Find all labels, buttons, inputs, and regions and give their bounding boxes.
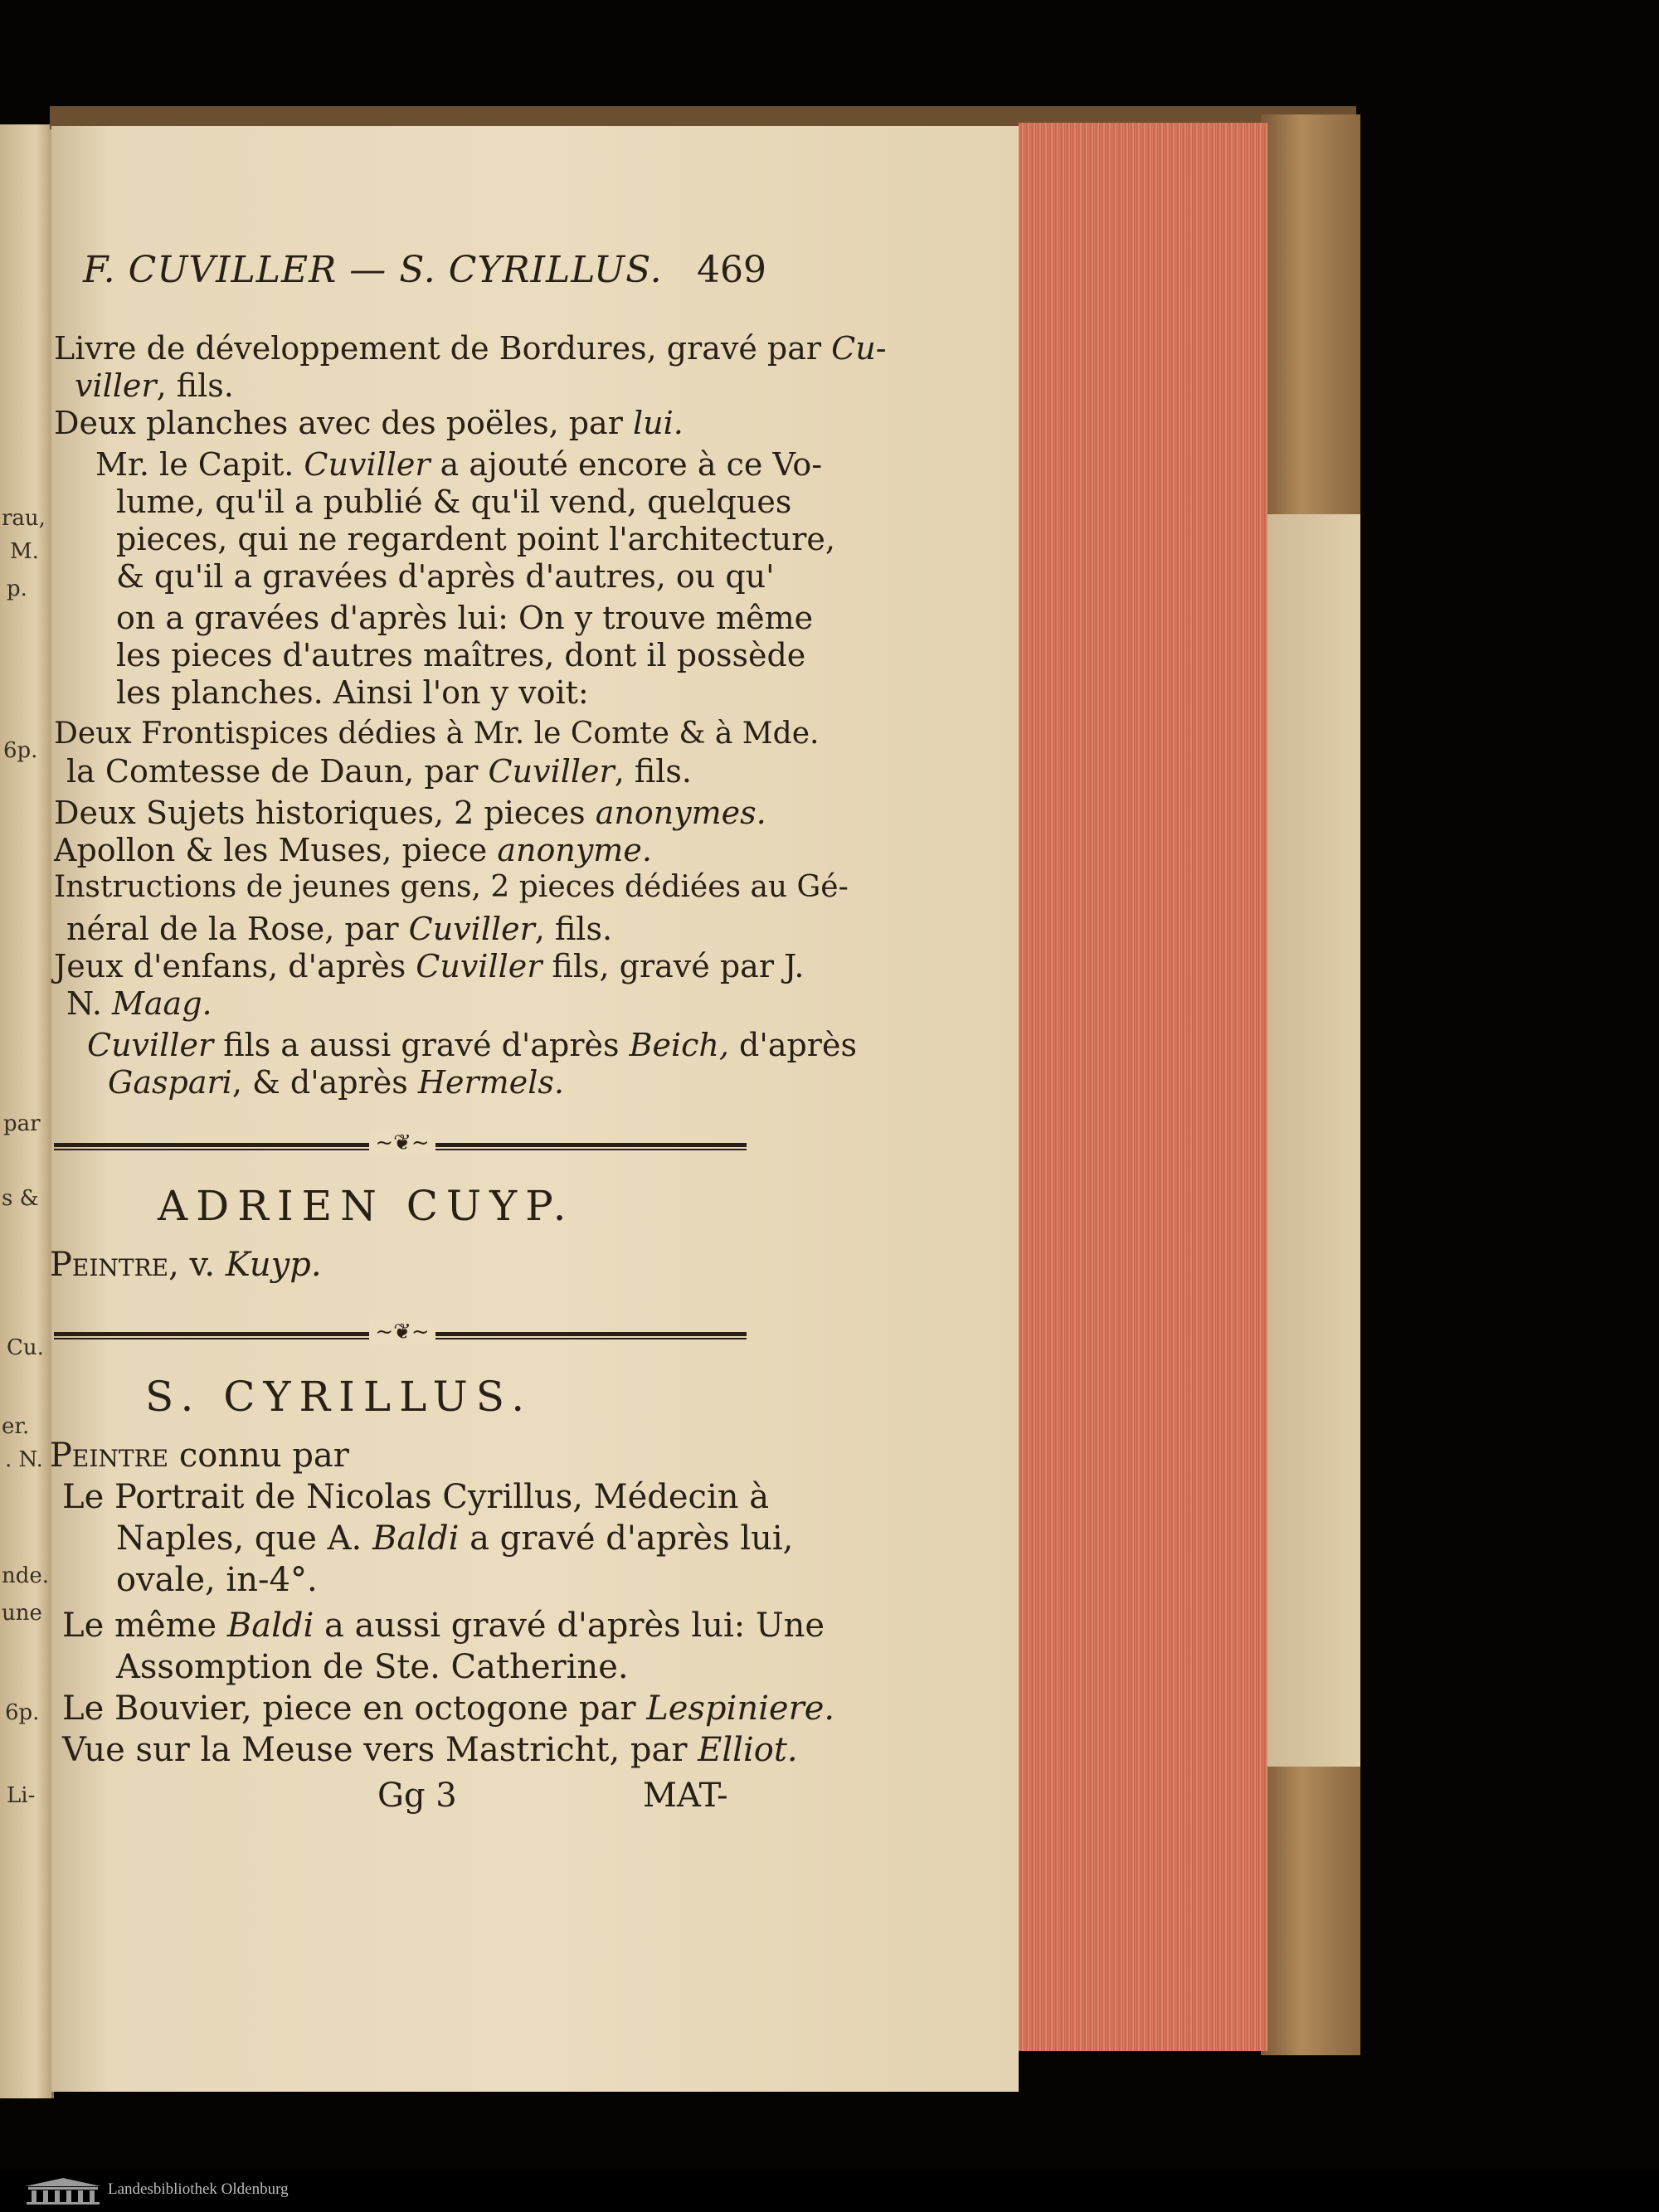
text-line: Le Bouvier, piece en octogone par Lespiniere.	[62, 1689, 835, 1728]
text-line: Le même Baldi a aussi gravé d'après lui: Une	[62, 1607, 825, 1645]
section-heading-cyrillus: S. CYRILLUS.	[145, 1373, 533, 1421]
signature-mark: Gg 3	[377, 1777, 457, 1815]
text-line: Deux planches avec des poëles, par lui.	[54, 405, 684, 441]
left-margin-fragment: nde.	[2, 1563, 50, 1588]
page-number: 469	[697, 249, 766, 291]
text-line: viller, fils.	[75, 367, 234, 404]
cyrillus-intro: Peintre connu par	[50, 1437, 349, 1475]
text-line: Apollon & les Muses, piece anonyme.	[54, 832, 652, 868]
text-line: & qu'il a gravées d'après d'autres, ou qu'	[116, 558, 775, 595]
text-line: Vue sur la Meuse vers Mastricht, par Elliot.	[62, 1731, 798, 1769]
text-line: Naples, que A. Baldi a gravé d'après lui,	[116, 1519, 794, 1558]
text-line: Gaspari, & d'après Hermels.	[108, 1064, 564, 1101]
text-line: Jeux d'enfans, d'après Cuviller fils, gravé par J.	[54, 948, 805, 984]
text-line: les pieces d'autres maîtres, dont il possède	[116, 637, 806, 673]
rule-ornament-icon: ~❦~	[369, 1130, 435, 1156]
left-margin-fragment: 6p.	[5, 1700, 40, 1725]
ornamental-rule	[54, 1130, 747, 1155]
cover-paper-label	[1262, 514, 1360, 1767]
text-line: on a gravées d'après lui: On y trouve même	[116, 600, 814, 636]
ornamental-rule	[54, 1320, 747, 1344]
text-line: Cuviller fils a aussi gravé d'après Beich, d'après	[87, 1027, 857, 1063]
left-margin-fragment: Li-	[7, 1783, 36, 1808]
left-margin-fragment: M.	[10, 539, 39, 564]
left-margin-fragment: 6p.	[3, 738, 38, 763]
catchword: MAT-	[643, 1777, 728, 1815]
text-line: Deux Sujets historiques, 2 pieces anonymes.	[54, 795, 766, 831]
left-margin-fragment: s &	[2, 1186, 39, 1211]
left-margin-fragment: . N.	[5, 1447, 43, 1472]
text-line: la Comtesse de Daun, par Cuviller, fils.	[66, 753, 692, 790]
left-margin-fragment: Cu.	[7, 1335, 44, 1360]
text-line: N. Maag.	[66, 985, 212, 1022]
text-line: Deux Frontispices dédies à Mr. le Comte & à Mde.	[54, 717, 820, 751]
left-margin-fragment: une	[2, 1601, 42, 1626]
text-line: Livre de développement de Bordures, gravé par Cu-	[54, 330, 887, 367]
text-line: Mr. le Capit. Cuviller a ajouté encore à ce Vo-	[95, 446, 823, 483]
text-line: néral de la Rose, par Cuviller, fils.	[66, 911, 613, 947]
left-margin-fragment: rau,	[2, 506, 46, 531]
text-line: pieces, qui ne regardent point l'architecture,	[116, 521, 835, 557]
red-page-fore-edge	[1016, 123, 1267, 2051]
left-facing-page	[0, 124, 54, 2098]
library-building-icon	[23, 2176, 103, 2206]
left-margin-fragment: p.	[7, 576, 27, 601]
section-heading-cuyp: ADRIEN CUYP.	[158, 1182, 575, 1230]
cuyp-entry: Peintre, v. Kuyp.	[50, 1246, 322, 1284]
text-line: Assomption de Ste. Catherine.	[116, 1648, 629, 1686]
footer-library-label: Landesbibliothek Oldenburg	[108, 2180, 289, 2198]
text-line: lume, qu'il a publié & qu'il vend, quelques	[116, 484, 792, 520]
footer-bar	[0, 2171, 1659, 2212]
text-line: ovale, in-4°.	[116, 1561, 318, 1599]
running-head-title: F. CUVILLER — S. CYRILLUS.	[83, 249, 663, 291]
text-line: Instructions de jeunes gens, 2 pieces dédiées au Gé-	[54, 870, 849, 904]
left-margin-fragment: er.	[2, 1414, 30, 1439]
rule-ornament-icon: ~❦~	[369, 1319, 435, 1345]
text-line: Le Portrait de Nicolas Cyrillus, Médecin à	[62, 1478, 770, 1516]
text-line: les planches. Ainsi l'on y voit:	[116, 674, 589, 711]
left-margin-fragment: par	[3, 1111, 41, 1136]
